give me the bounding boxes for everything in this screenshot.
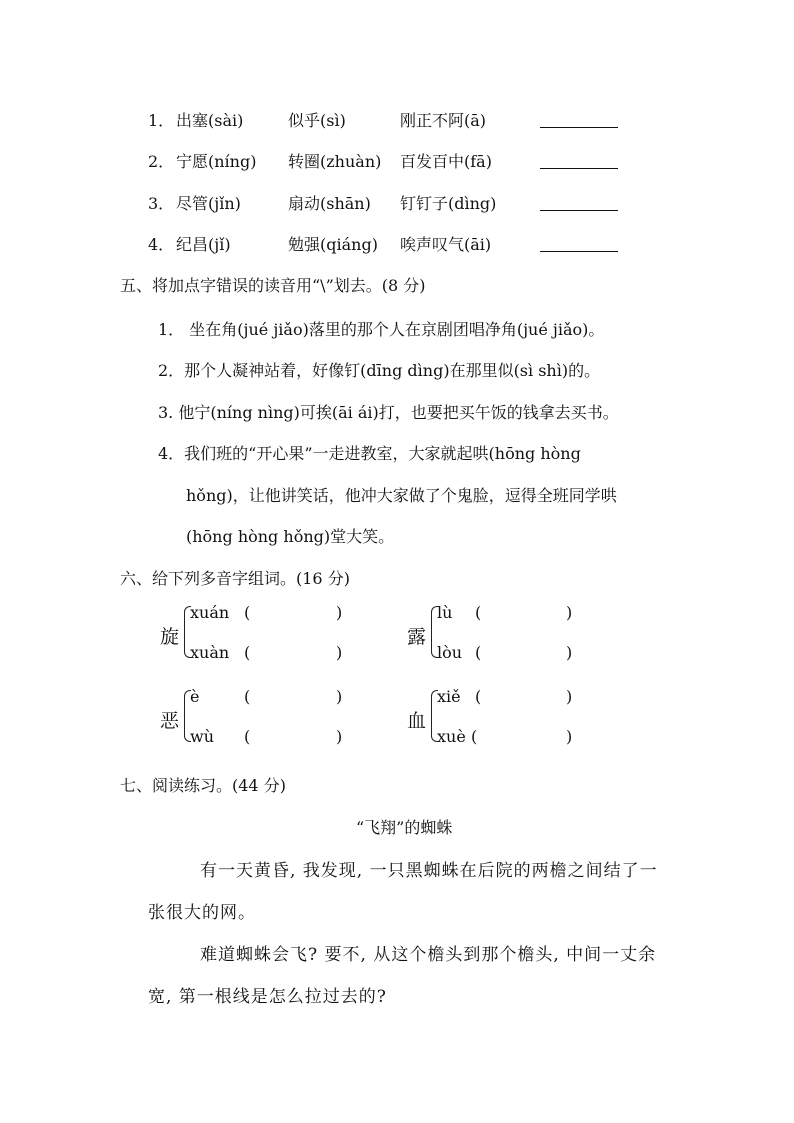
word-b: 勉强(qiáng) (288, 235, 378, 254)
paren-open: ( (244, 727, 251, 746)
section7-heading: 七、阅读练习。(44 分) (120, 776, 286, 795)
pinyin-2: xuè (437, 727, 466, 746)
passage-line-3: 难道蜘蛛会飞? 要不, 从这个檐头到那个檐头, 中间一丈余 (200, 945, 657, 965)
pinyin-1: xiě (437, 687, 461, 706)
section5-item-3: 3. 他宁(níng nìng)可挨(āi ái)打，也要把买午饭的钱拿去买书。 (158, 403, 619, 422)
word-a: 纪昌(jǐ) (176, 235, 231, 254)
paren-close: ) (336, 687, 343, 706)
word-b: 似乎(sì) (288, 111, 346, 130)
paren-open: ( (244, 687, 251, 706)
polyphone-char: 血 (407, 710, 427, 732)
item-number: 2． (148, 152, 175, 171)
section5-heading: 五、将加点字错误的读音用“\”划去。(8 分) (120, 276, 426, 295)
section5-item-4-line-3: (hōng hòng hǒng)堂大笑。 (186, 527, 395, 546)
paren-close: ) (336, 643, 343, 662)
word-a: 宁愿(níng) (176, 152, 257, 171)
pinyin-1: xuán (190, 603, 230, 622)
passage-line-1: 有一天黄昏, 我发现, 一只黑蜘蛛在后院的两檐之间结了一 (200, 861, 658, 881)
paren-open: ( (244, 643, 251, 662)
section6-heading: 六、给下列多音字组词。(16 分) (120, 569, 350, 588)
pinyin-1: è (190, 687, 200, 706)
passage-line-2: 张很大的网。 (148, 903, 256, 923)
word-c: 钉钉子(dìng) (400, 194, 497, 213)
word-c: 刚正不阿(ā) (400, 111, 487, 130)
word-c: 唉声叹气(āi) (400, 235, 492, 254)
paren-open: ( (475, 603, 482, 622)
answer-blank[interactable] (540, 251, 618, 252)
passage-line-4: 宽, 第一根线是怎么拉过去的? (148, 987, 387, 1007)
word-a: 尽管(jǐn) (176, 194, 241, 213)
pinyin-2: wù (190, 727, 214, 746)
paren-close: ) (566, 727, 573, 746)
answer-blank[interactable] (540, 127, 618, 128)
paren-close: ) (566, 643, 573, 662)
polyphone-char: 旋 (160, 626, 180, 648)
polyphone-char: 露 (407, 626, 427, 648)
section5-item-4-line-2: hǒng)，让他讲笑话，他冲大家做了个鬼脸，逗得全班同学哄 (186, 486, 617, 505)
pinyin-1: lù (437, 603, 453, 622)
passage-title: “飞翔”的蜘蛛 (356, 818, 453, 837)
item-number: 1． (148, 111, 175, 130)
word-b: 转圈(zhuàn) (288, 152, 382, 171)
section5-item-2: 2．那个人凝神站着，好像钉(dīng dìng)在那里似(sì shì)的。 (158, 361, 601, 380)
paren-open: ( (475, 687, 482, 706)
answer-blank[interactable] (540, 168, 618, 169)
word-c: 百发百中(fā) (400, 152, 492, 171)
paren-open: ( (475, 643, 482, 662)
item-number: 4． (148, 235, 175, 254)
paren-close: ) (336, 603, 343, 622)
paren-close: ) (336, 727, 343, 746)
paren-open: ( (244, 603, 251, 622)
answer-blank[interactable] (540, 210, 618, 211)
section5-item-1: 1． 坐在角(jué jiǎo)落里的那个人在京剧团唱净角(jué jiǎo)。 (158, 320, 605, 339)
paren-open: ( (471, 727, 478, 746)
pinyin-2: xuàn (190, 643, 230, 662)
section5-item-4: 4．我们班的“开心果”一走进教室，大家就起哄(hōng hòng (158, 444, 581, 463)
paren-close: ) (566, 687, 573, 706)
paren-close: ) (566, 603, 573, 622)
word-a: 出塞(sài) (176, 111, 244, 130)
word-b: 扇动(shān) (288, 194, 371, 213)
pinyin-2: lòu (437, 643, 463, 662)
item-number: 3． (148, 194, 175, 213)
polyphone-char: 恶 (160, 710, 180, 732)
